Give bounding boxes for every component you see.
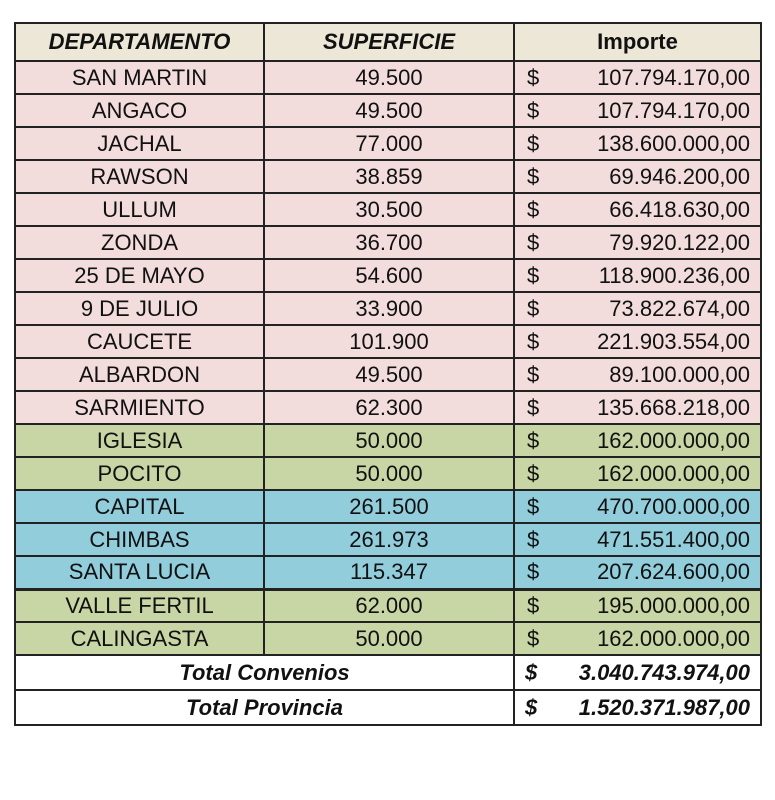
table-row — [15, 325, 761, 358]
cell-importe — [514, 556, 761, 589]
importe-amount: 66.418.630,00 — [609, 196, 750, 222]
currency-symbol: $ — [527, 295, 540, 321]
currency-symbol: $ — [527, 130, 540, 156]
cell-departamento: SAN MARTIN — [15, 61, 264, 94]
cell-superficie: 30.500 — [264, 193, 514, 226]
convenios-table-container — [14, 22, 760, 726]
cell-departamento: CALINGASTA — [15, 622, 264, 655]
cell-superficie: 49.500 — [264, 358, 514, 391]
cell-superficie: 62.000 — [264, 589, 514, 622]
importe-amount: 69.946.200,00 — [609, 163, 750, 189]
importe-amount: 107.794.170,00 — [597, 64, 750, 90]
cell-superficie: 261.500 — [264, 490, 514, 523]
cell-superficie: 54.600 — [264, 259, 514, 292]
cell-importe — [514, 259, 761, 292]
cell-superficie: 115.347 — [264, 556, 514, 589]
cell-superficie: 50.000 — [264, 457, 514, 490]
cell-importe — [514, 391, 761, 424]
currency-symbol: $ — [527, 163, 540, 189]
cell-importe — [514, 325, 761, 358]
currency-symbol: $ — [527, 229, 540, 255]
cell-departamento: CAPITAL — [15, 490, 264, 523]
table-row — [15, 127, 761, 160]
cell-departamento: 25 DE MAYO — [15, 259, 264, 292]
cell-importe — [514, 523, 761, 556]
cell-superficie: 33.900 — [264, 292, 514, 325]
cell-superficie: 38.859 — [264, 160, 514, 193]
totals-body — [15, 655, 761, 725]
currency-symbol: $ — [527, 361, 540, 387]
header-importe: Importe — [514, 23, 761, 61]
currency-symbol: $ — [527, 262, 540, 288]
currency-symbol: $ — [527, 625, 540, 651]
cell-departamento: JACHAL — [15, 127, 264, 160]
cell-importe — [514, 226, 761, 259]
total-label: Total Convenios — [15, 655, 514, 690]
cell-departamento: ANGACO — [15, 94, 264, 127]
total-importe — [514, 690, 761, 725]
cell-importe — [514, 622, 761, 655]
cell-superficie: 50.000 — [264, 622, 514, 655]
total-amount: 3.040.743.974,00 — [578, 659, 750, 685]
currency-symbol: $ — [527, 97, 540, 123]
cell-importe — [514, 292, 761, 325]
cell-superficie: 49.500 — [264, 61, 514, 94]
cell-departamento: VALLE FERTIL — [15, 589, 264, 622]
cell-departamento: RAWSON — [15, 160, 264, 193]
cell-importe — [514, 358, 761, 391]
cell-departamento: SANTA LUCIA — [15, 556, 264, 589]
importe-amount: 135.668.218,00 — [597, 394, 750, 420]
table-row — [15, 292, 761, 325]
importe-amount: 89.100.000,00 — [609, 361, 750, 387]
cell-importe — [514, 193, 761, 226]
importe-amount: 79.920.122,00 — [609, 229, 750, 255]
cell-departamento: ZONDA — [15, 226, 264, 259]
importe-amount: 471.551.400,00 — [597, 526, 750, 552]
cell-importe — [514, 127, 761, 160]
header-row — [15, 23, 761, 61]
importe-amount: 73.822.674,00 — [609, 295, 750, 321]
cell-importe — [514, 589, 761, 622]
importe-amount: 207.624.600,00 — [597, 559, 750, 585]
cell-departamento: ALBARDON — [15, 358, 264, 391]
total-row — [15, 690, 761, 725]
cell-departamento: POCITO — [15, 457, 264, 490]
total-amount: 1.520.371.987,00 — [578, 694, 750, 720]
currency-symbol: $ — [527, 460, 540, 486]
header-departamento: DEPARTAMENTO — [15, 23, 264, 61]
cell-superficie: 49.500 — [264, 94, 514, 127]
cell-importe — [514, 160, 761, 193]
table-row — [15, 391, 761, 424]
table-row — [15, 259, 761, 292]
cell-departamento: ULLUM — [15, 193, 264, 226]
currency-symbol: $ — [527, 196, 540, 222]
header-superficie: SUPERFICIE — [264, 23, 514, 61]
table-row — [15, 457, 761, 490]
table-row — [15, 424, 761, 457]
table-row — [15, 94, 761, 127]
total-label: Total Provincia — [15, 690, 514, 725]
table-row — [15, 589, 761, 622]
total-importe — [514, 655, 761, 690]
cell-superficie: 77.000 — [264, 127, 514, 160]
currency-symbol: $ — [527, 394, 540, 420]
cell-importe — [514, 490, 761, 523]
importe-amount: 162.000.000,00 — [597, 427, 750, 453]
cell-importe — [514, 424, 761, 457]
table-row — [15, 523, 761, 556]
table-body — [15, 61, 761, 655]
table-row — [15, 226, 761, 259]
cell-importe — [514, 61, 761, 94]
table-row — [15, 193, 761, 226]
cell-superficie: 101.900 — [264, 325, 514, 358]
cell-superficie: 50.000 — [264, 424, 514, 457]
currency-symbol: $ — [525, 659, 538, 685]
table-header — [15, 23, 761, 61]
importe-amount: 470.700.000,00 — [597, 493, 750, 519]
cell-departamento: SARMIENTO — [15, 391, 264, 424]
currency-symbol: $ — [527, 493, 540, 519]
importe-amount: 162.000.000,00 — [597, 625, 750, 651]
cell-superficie: 261.973 — [264, 523, 514, 556]
currency-symbol: $ — [527, 64, 540, 90]
importe-amount: 195.000.000,00 — [597, 592, 750, 618]
convenios-table — [14, 22, 762, 726]
currency-symbol: $ — [527, 526, 540, 552]
table-row — [15, 622, 761, 655]
currency-symbol: $ — [527, 328, 540, 354]
table-row — [15, 61, 761, 94]
cell-superficie: 36.700 — [264, 226, 514, 259]
importe-amount: 221.903.554,00 — [597, 328, 750, 354]
table-row — [15, 358, 761, 391]
table-row — [15, 490, 761, 523]
cell-importe — [514, 94, 761, 127]
cell-departamento: 9 DE JULIO — [15, 292, 264, 325]
total-row — [15, 655, 761, 690]
cell-superficie: 62.300 — [264, 391, 514, 424]
currency-symbol: $ — [527, 427, 540, 453]
importe-amount: 107.794.170,00 — [597, 97, 750, 123]
importe-amount: 138.600.000,00 — [597, 130, 750, 156]
table-row — [15, 160, 761, 193]
importe-amount: 118.900.236,00 — [598, 262, 750, 288]
cell-departamento: IGLESIA — [15, 424, 264, 457]
currency-symbol: $ — [527, 592, 540, 618]
currency-symbol: $ — [527, 559, 540, 585]
currency-symbol: $ — [525, 694, 538, 720]
cell-departamento: CHIMBAS — [15, 523, 264, 556]
cell-departamento: CAUCETE — [15, 325, 264, 358]
table-row — [15, 556, 761, 589]
importe-amount: 162.000.000,00 — [597, 460, 750, 486]
cell-importe — [514, 457, 761, 490]
